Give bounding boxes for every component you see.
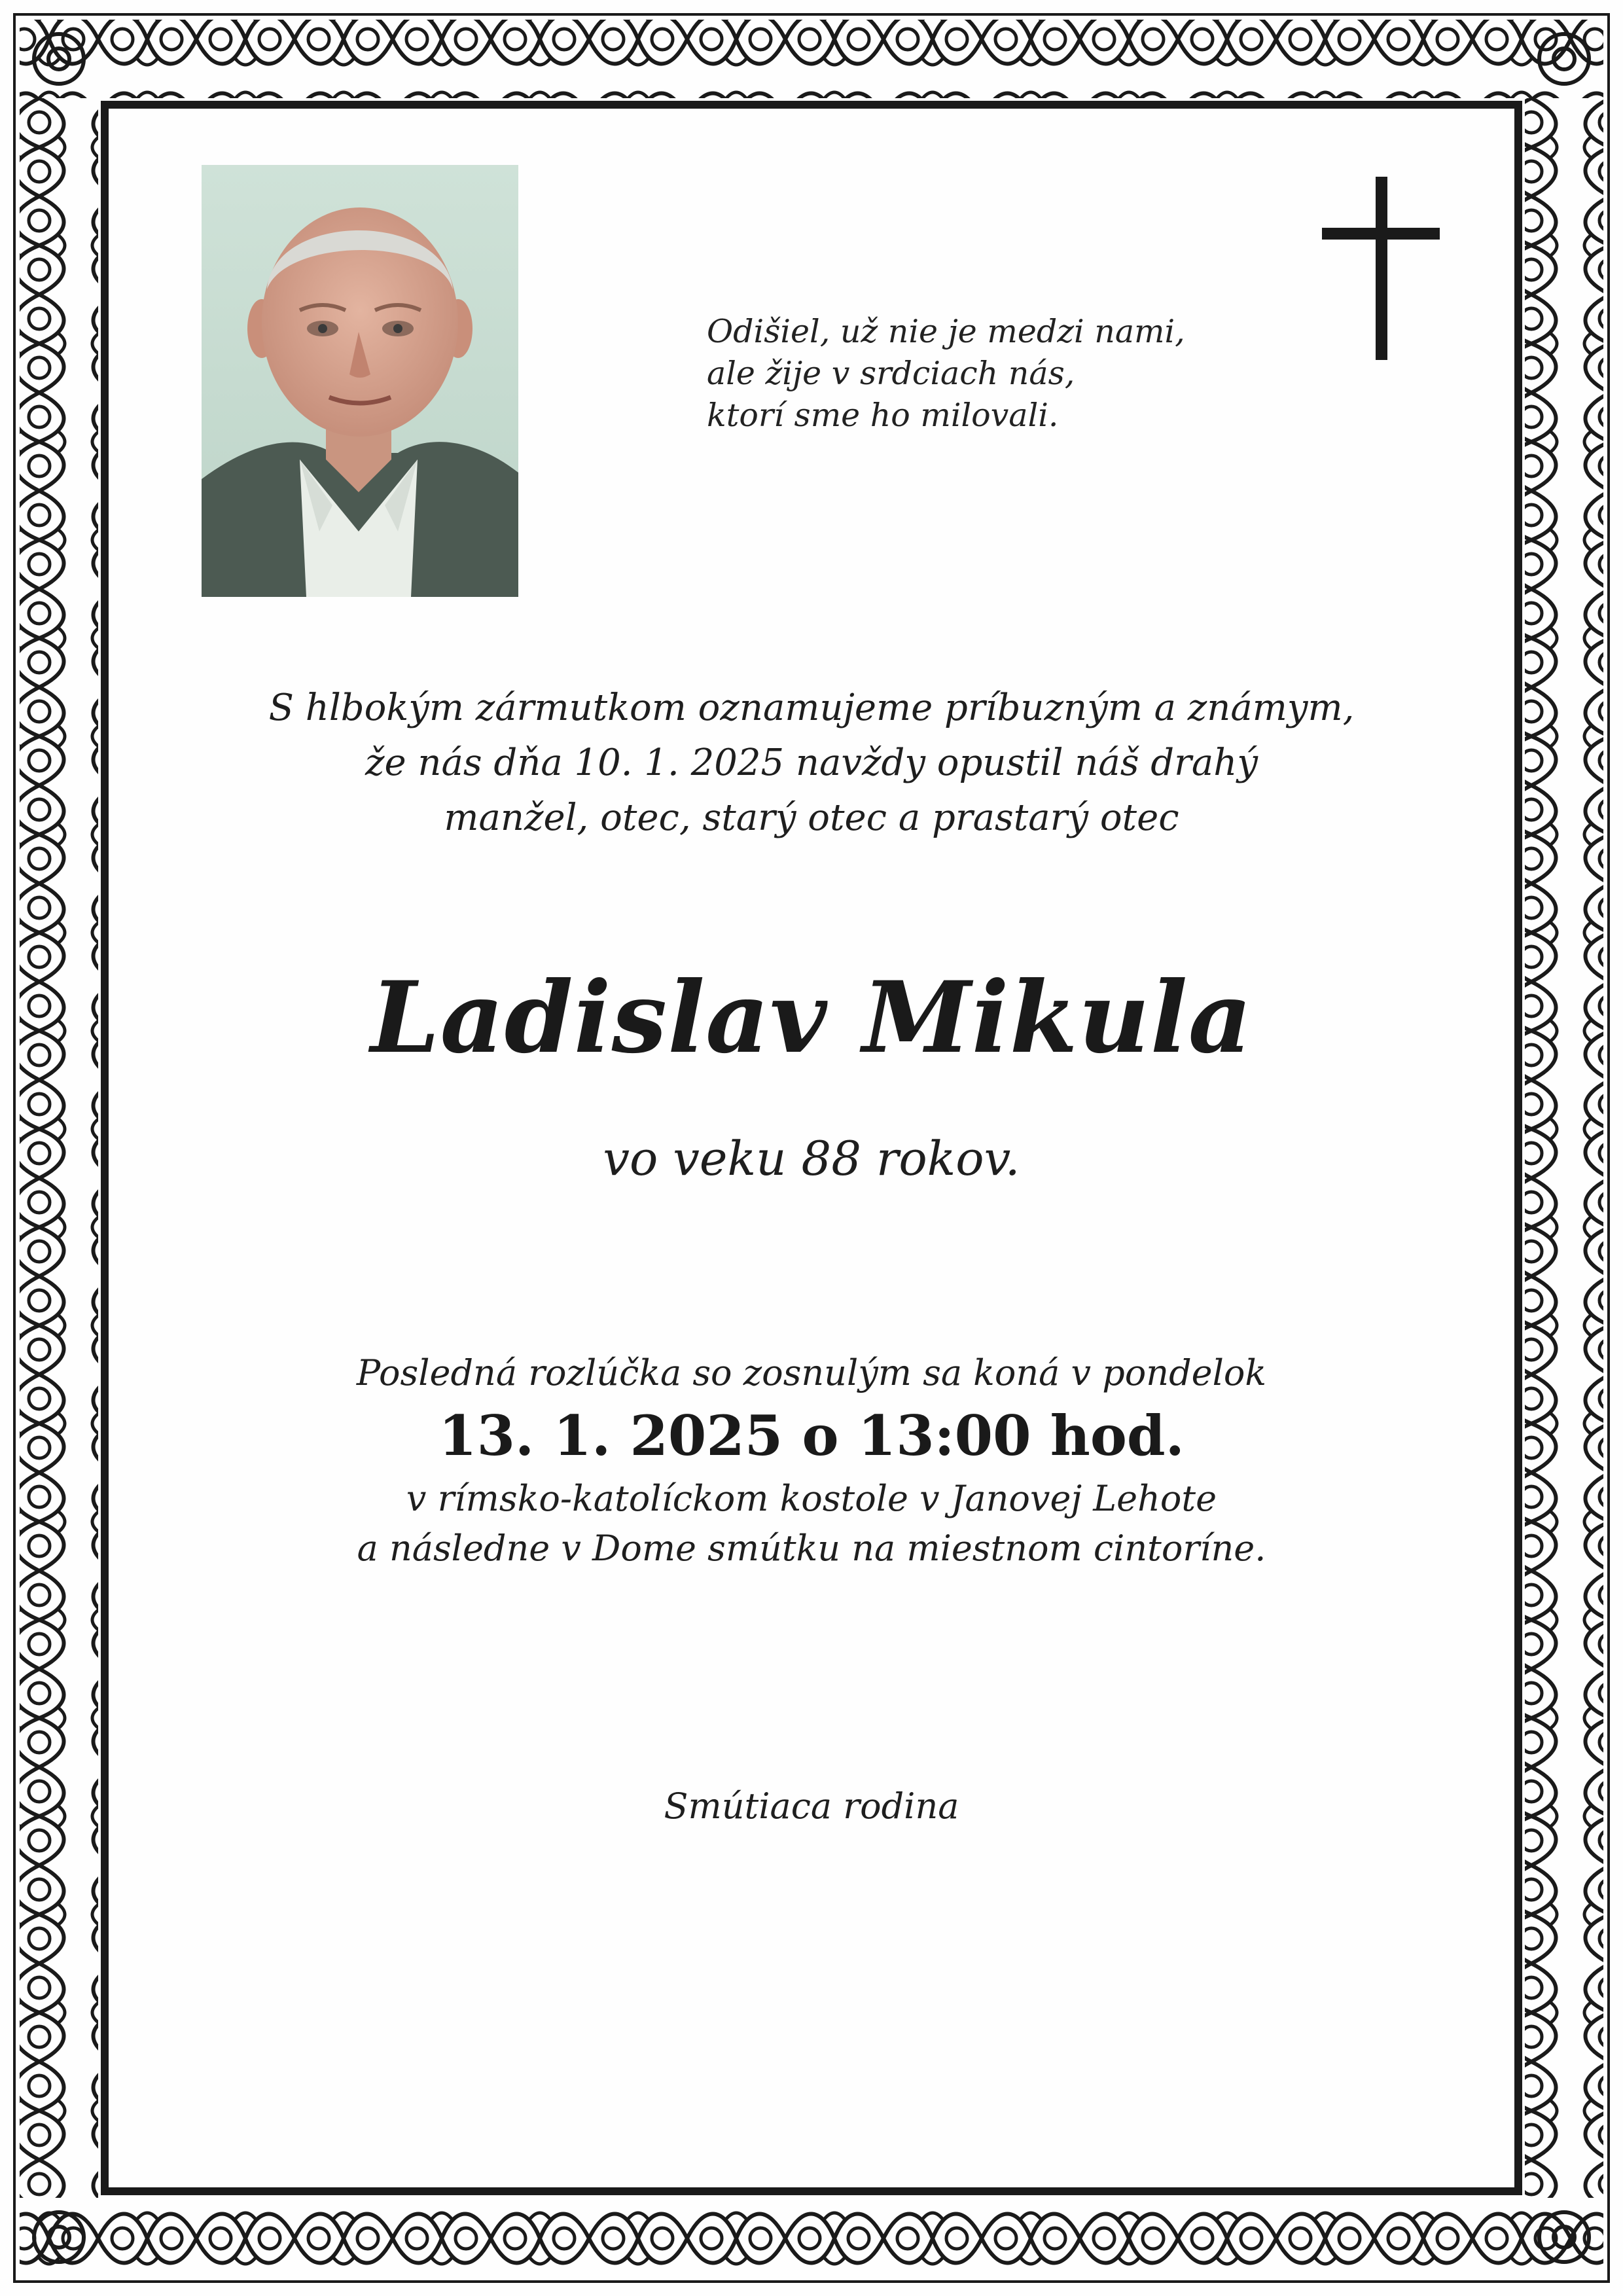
memorial-quote (707, 311, 1296, 437)
funeral-details (111, 1348, 1512, 1573)
funeral-location-line: v rímsko-katolíckom kostole v Janovej Lehote (406, 1478, 1217, 1519)
cross-icon (1322, 177, 1440, 360)
deceased-name: Ladislav Mikula (370, 960, 1253, 1075)
announcement-line: manžel, otec, starý otec a prastarý otec (444, 797, 1179, 839)
deceased-age: vo veku 88 rokov. (603, 1131, 1020, 1186)
funeral-location-line: a následne v Dome smútku na miestnom cintoríne. (357, 1528, 1266, 1569)
funeral-datetime: 13. 1. 2025 o 13:00 hod. (438, 1403, 1185, 1468)
announcement-line: že nás dňa 10. 1. 2025 navždy opustil náš drahý (365, 742, 1258, 784)
portrait-photo (202, 165, 518, 597)
funeral-intro: Posledná rozlúčka so zosnulým sa koná v pondelok (356, 1352, 1267, 1393)
quote-line: Odišiel, už nie je medzi nami, (707, 313, 1185, 350)
quote-line: ale žije v srdciach nás, (707, 355, 1075, 392)
quote-line: ktorí sme ho milovali. (707, 397, 1059, 434)
announcement-line: S hlbokým zármutkom oznamujeme príbuzným a známym, (268, 687, 1355, 729)
signature: Smútiaca rodina (664, 1785, 959, 1827)
obituary-content (111, 111, 1512, 2186)
death-announcement (111, 681, 1512, 846)
